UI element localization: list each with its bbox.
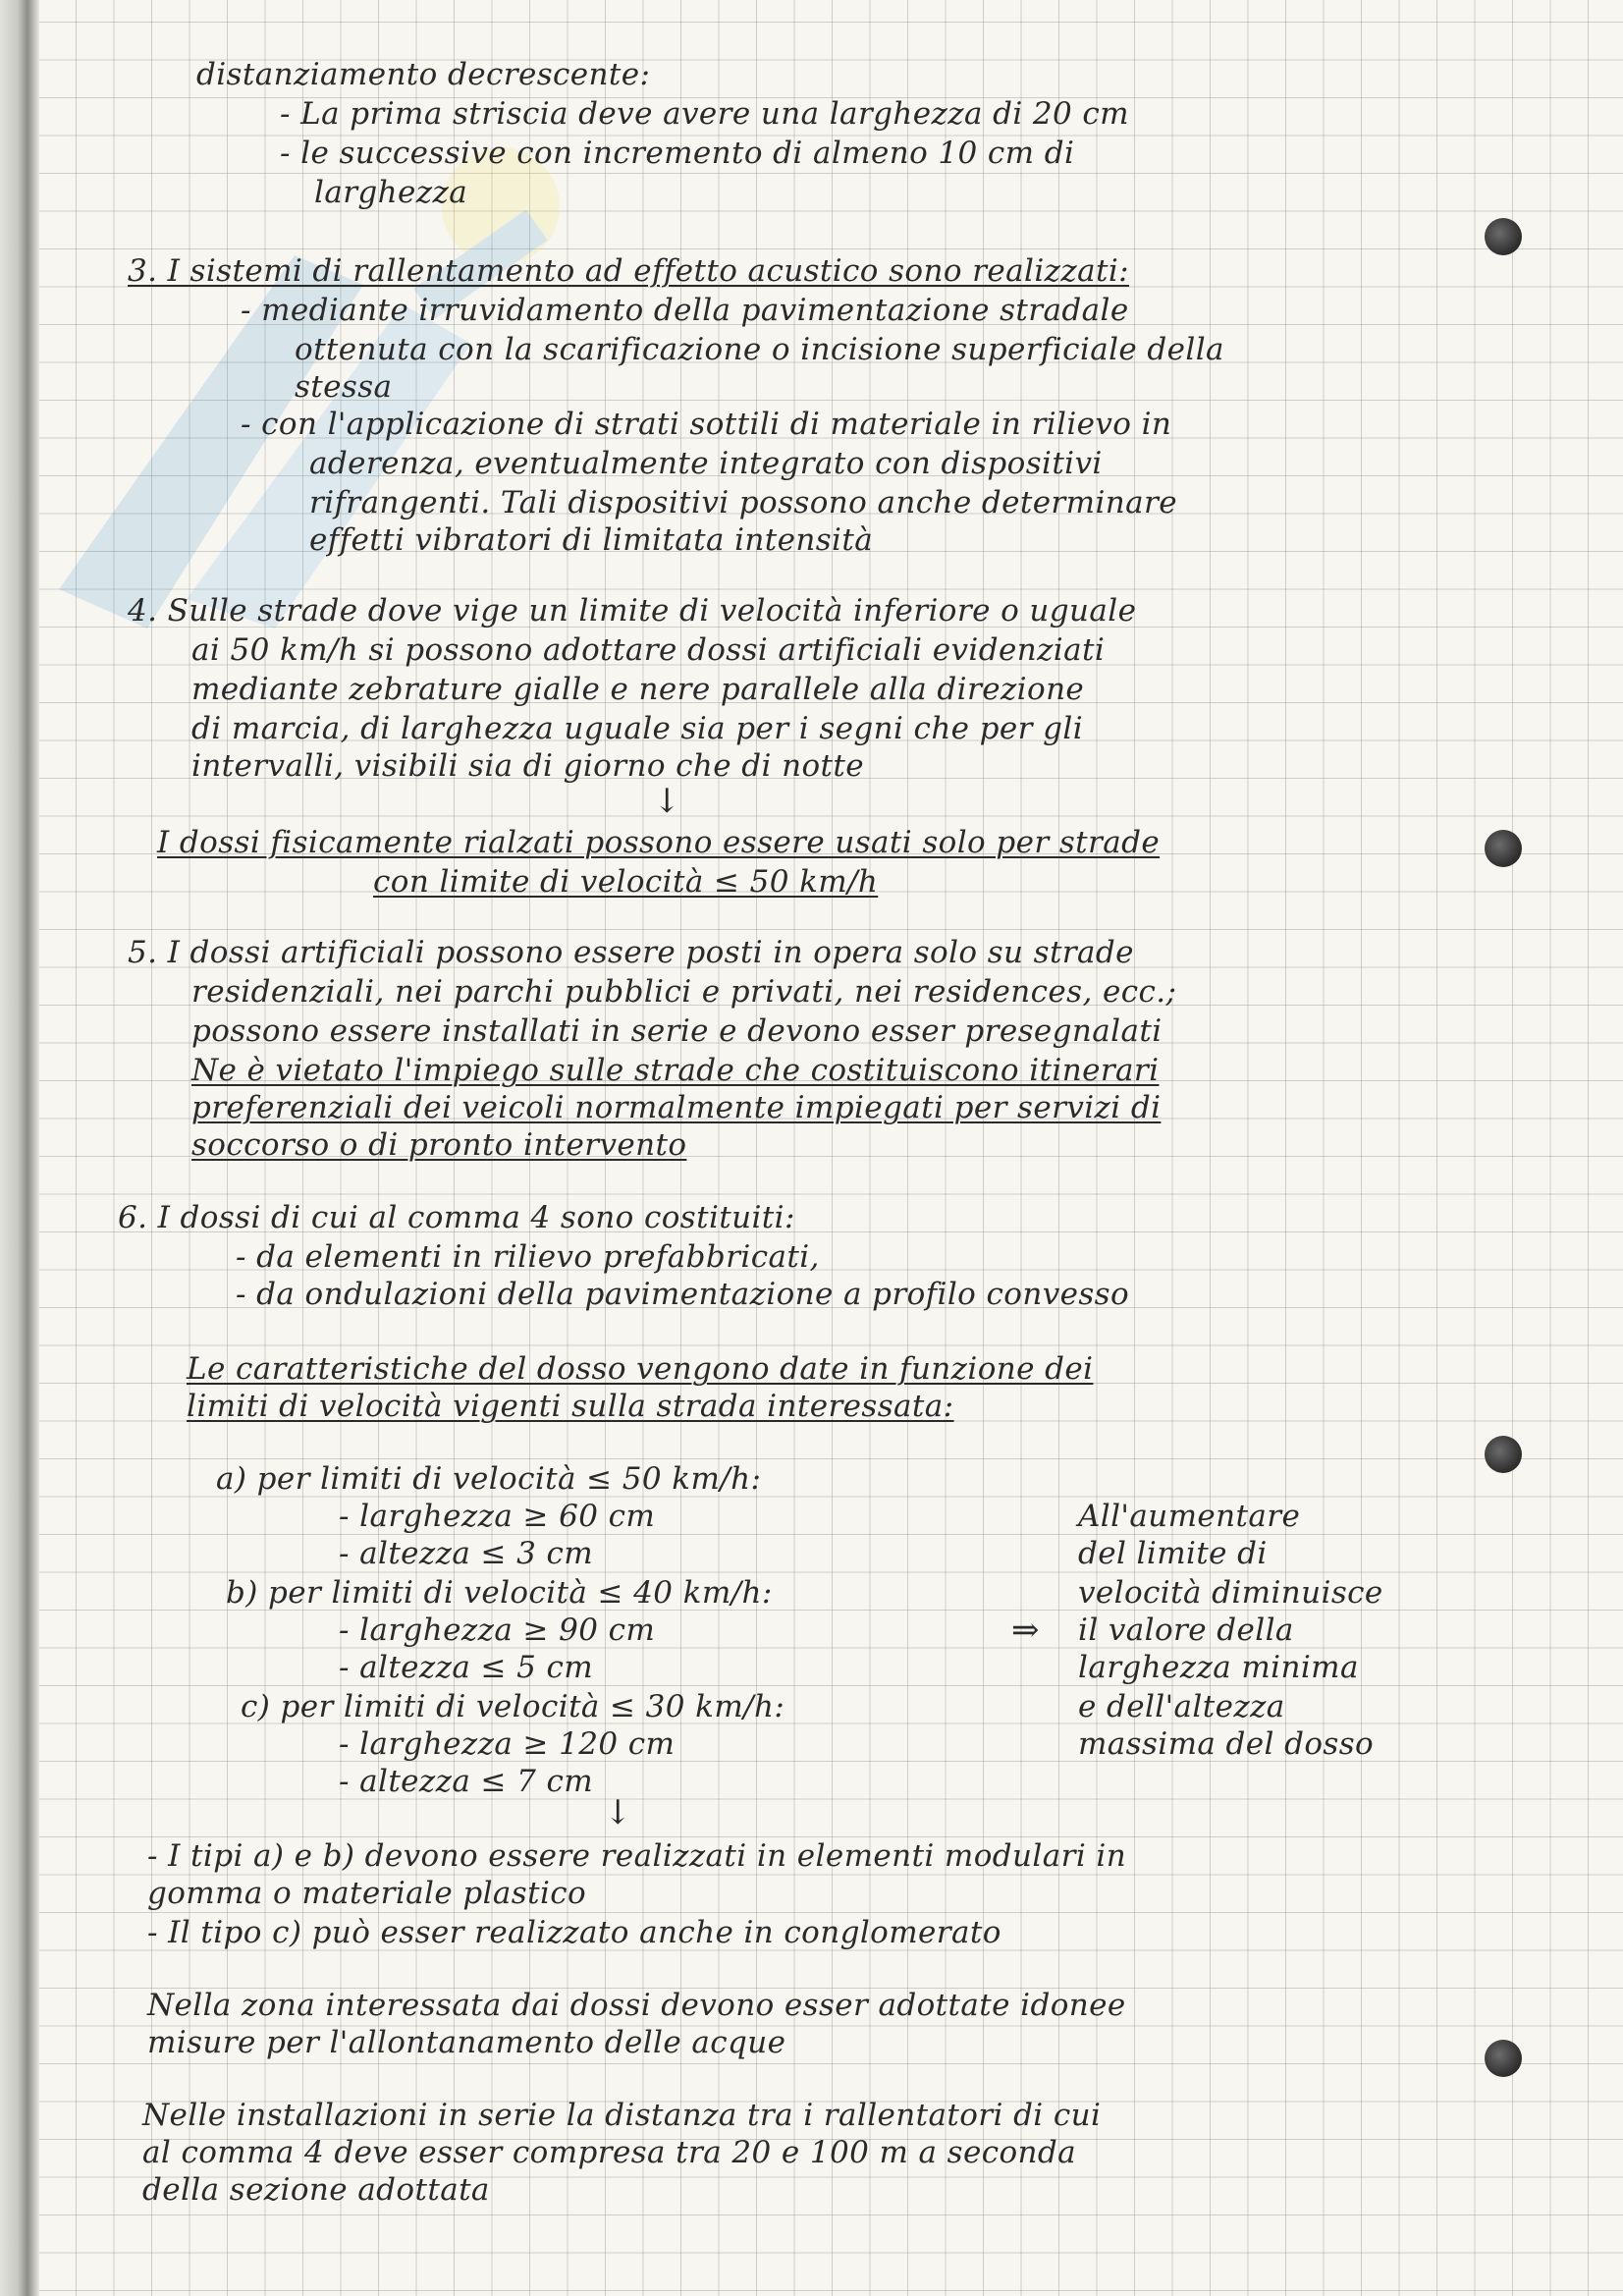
section-3-line-5: - con l'applicazione di strati sottili di materiale in rilievo in: [241, 407, 1172, 442]
case-b-width: - larghezza ≥ 90 cm: [339, 1613, 656, 1648]
section-3-line-8: effetti vibratori di limitata intensità: [309, 522, 874, 558]
section-6-line-4: Le caratteristiche del dosso vengono date in funzione dei: [187, 1351, 1094, 1387]
section-3-line-6: aderenza, eventualmente integrato con dispositivi: [309, 446, 1103, 481]
section-5-line-2: residenziali, nei parchi pubblici e privati, nei residences, ecc.;: [191, 974, 1177, 1010]
section-3-heading: 3. I sistemi di rallentamento ad effetto acustico sono realizzati:: [128, 253, 1130, 289]
side-note-line-1: All'aumentare: [1078, 1499, 1301, 1534]
spacing-line-2: al comma 4 deve esser compresa tra 20 e 100 m a seconda: [142, 2135, 1077, 2170]
section-3-line-7: rifrangenti. Tali dispositivi possono anche determinare: [309, 485, 1177, 520]
section-5-line-4: Ne è vietato l'impiego sulle strade che costituiscono itinerari: [191, 1053, 1160, 1088]
section-4-line-2: ai 50 km/h si possono adottare dossi artificiali evidenziati: [191, 632, 1106, 668]
spacing-line-3: della sezione adottata: [142, 2172, 490, 2208]
header-line-3: - le successive con incremento di almeno 10 cm di: [280, 136, 1075, 171]
header-line-1: distanziamento decrescente:: [196, 57, 651, 92]
section-3-line-4: stessa: [295, 369, 393, 405]
down-arrow-1: ↓: [653, 782, 681, 821]
side-note-line-4: il valore della: [1078, 1613, 1294, 1648]
case-b-height: - altezza ≤ 5 cm: [339, 1650, 594, 1685]
case-c-width: - larghezza ≥ 120 cm: [339, 1726, 676, 1762]
section-4-line-6: I dossi fisicamente rialzati possono essere usati solo per strade: [157, 825, 1161, 860]
section-5-line-6: soccorso o di pronto intervento: [191, 1127, 687, 1163]
side-note-line-6: e dell'altezza: [1078, 1689, 1285, 1724]
section-5-line-3: possono essere installati in serie e devono esser presegnalati: [191, 1013, 1163, 1049]
section-5-line-1: 5. I dossi artificiali possono essere posti in opera solo su strade: [128, 935, 1134, 970]
case-b-heading: b) per limiti di velocità ≤ 40 km/h:: [226, 1575, 773, 1611]
side-note-line-3: velocità diminuisce: [1078, 1575, 1383, 1611]
case-c-heading: c) per limiti di velocità ≤ 30 km/h:: [241, 1689, 785, 1724]
section-6-line-1: 6. I dossi di cui al comma 4 sono costituiti:: [118, 1200, 795, 1235]
types-line-3: - Il tipo c) può esser realizzato anche in conglomerato: [147, 1915, 1001, 1950]
case-c-height: - altezza ≤ 7 cm: [339, 1764, 594, 1799]
header-line-2: - La prima striscia deve avere una larghezza di 20 cm: [280, 96, 1129, 132]
section-4-line-5: intervalli, visibili sia di giorno che di notte: [191, 748, 864, 784]
side-note-line-7: massima del dosso: [1078, 1726, 1375, 1762]
case-a-height: - altezza ≤ 3 cm: [339, 1536, 594, 1571]
case-a-heading: a) per limiti di velocità ≤ 50 km/h:: [216, 1461, 762, 1497]
types-line-1: - I tipi a) e b) devono essere realizzati in elementi modulari in: [147, 1838, 1127, 1874]
section-6-line-3: - da ondulazioni della pavimentazione a profilo convesso: [236, 1277, 1130, 1312]
side-note-line-5: larghezza minima: [1078, 1650, 1359, 1685]
side-note-line-2: del limite di: [1078, 1536, 1268, 1571]
section-4-line-7: con limite di velocità ≤ 50 km/h: [373, 864, 879, 900]
section-4-line-4: di marcia, di larghezza uguale sia per i segni che per gli: [191, 711, 1084, 746]
case-a-width: - larghezza ≥ 60 cm: [339, 1499, 656, 1534]
spacing-line-1: Nelle installazioni in serie la distanza tra i rallentatori di cui: [142, 2098, 1102, 2133]
types-line-2: gomma o materiale plastico: [147, 1876, 587, 1911]
section-4-line-1: 4. Sulle strade dove vige un limite di velocità inferiore o uguale: [128, 593, 1137, 629]
drainage-line-2: misure per l'allontanamento delle acque: [147, 2025, 786, 2060]
section-5-line-5: preferenziali dei veicoli normalmente impiegati per servizi di: [191, 1090, 1162, 1125]
header-line-4: larghezza: [314, 175, 468, 210]
section-3-line-3: ottenuta con la scarificazione o incisione superficiale della: [295, 332, 1224, 367]
section-4-line-3: mediante zebrature gialle e nere parallele alla direzione: [191, 672, 1085, 707]
down-arrow-2: ↓: [604, 1793, 632, 1832]
section-6-line-5: limiti di velocità vigenti sulla strada interessata:: [187, 1389, 954, 1424]
section-3-line-2: - mediante irruvidamento della pavimentazione stradale: [241, 293, 1129, 328]
implies-arrow: ⇒: [1011, 1611, 1040, 1650]
drainage-line-1: Nella zona interessata dai dossi devono esser adottate idonee: [147, 1988, 1126, 2023]
section-6-line-2: - da elementi in rilievo prefabbricati,: [236, 1239, 820, 1275]
